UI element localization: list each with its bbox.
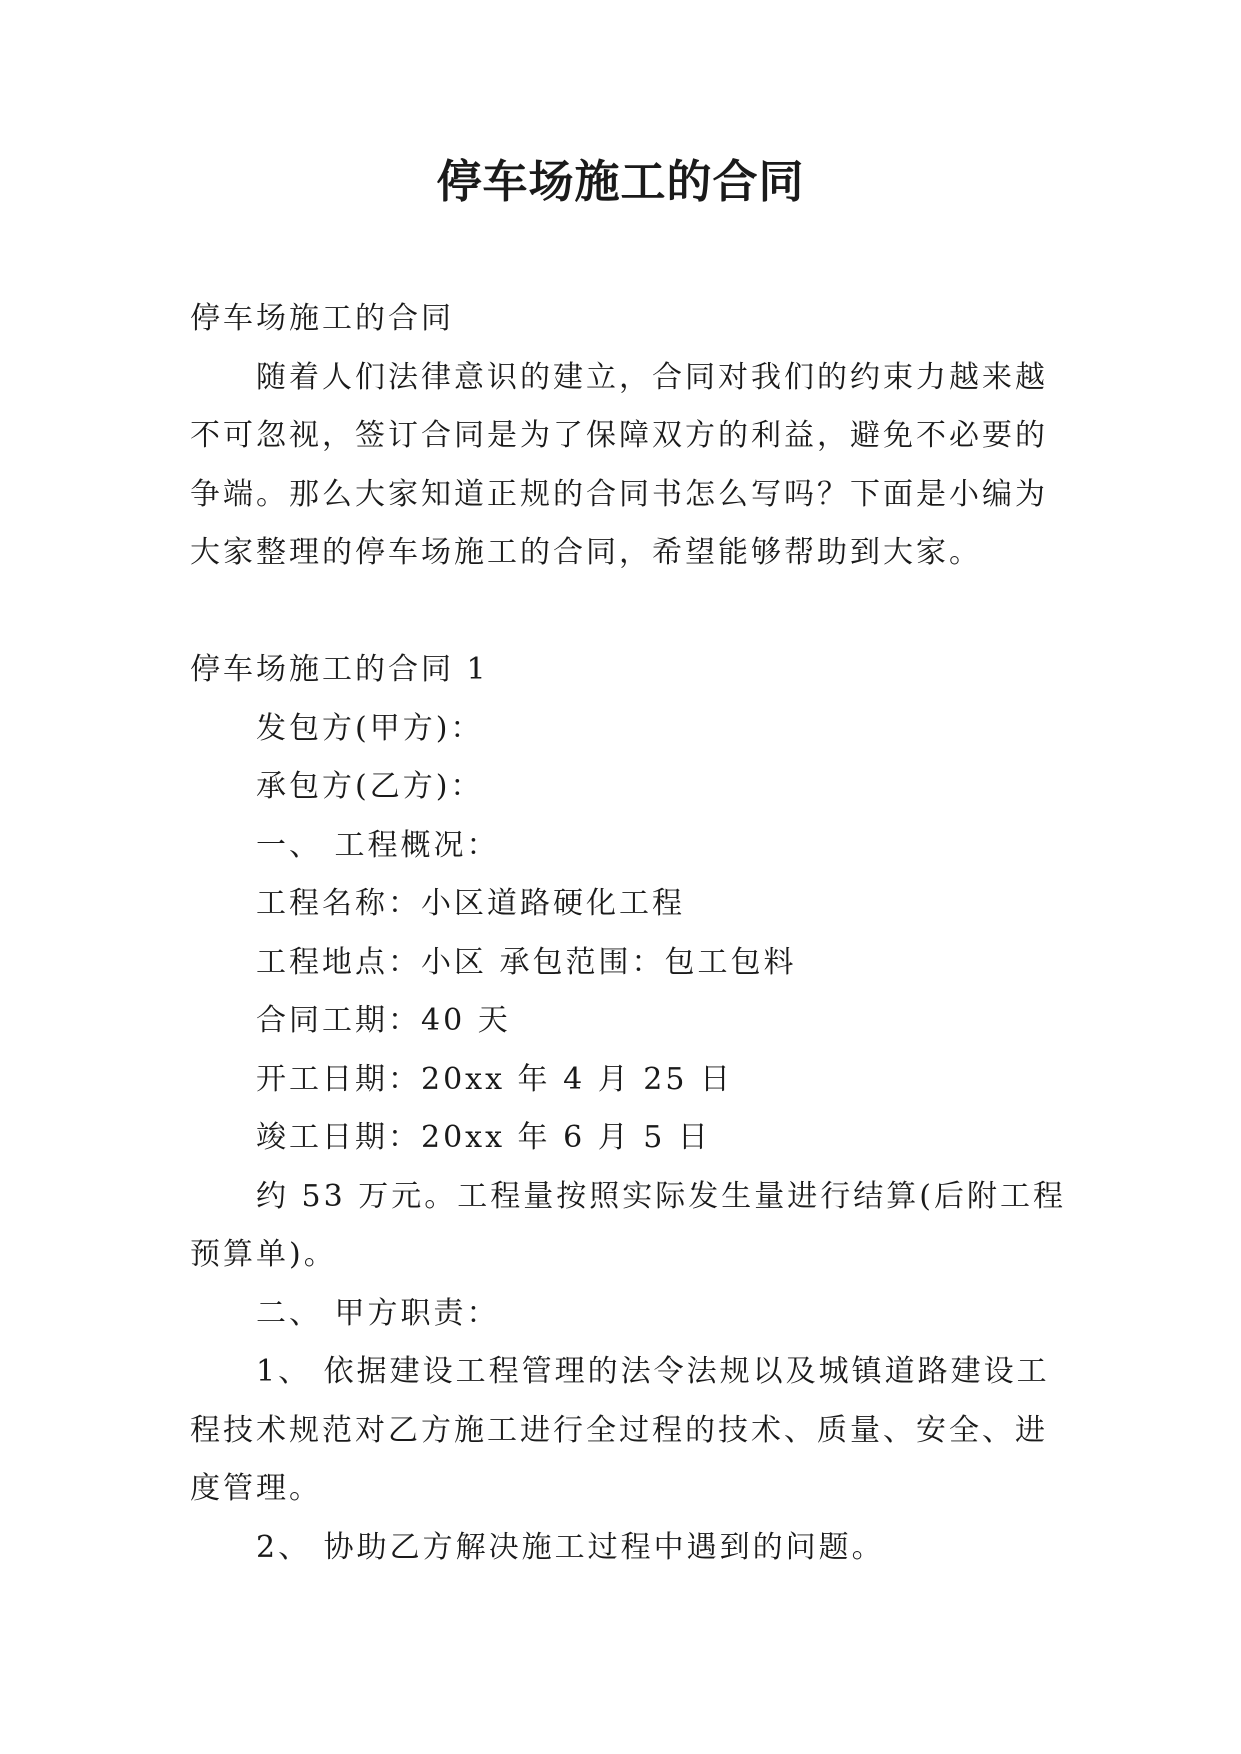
contract-period-line: 合同工期：40 天 [256, 1003, 511, 1038]
project-location-line: 工程地点：小区 承包范围：包工包料 [256, 944, 797, 980]
party-a-duties-heading: 二、 甲方职责： [256, 1295, 500, 1331]
contract-amount-paragraph: 约 53 万元。工程量按照实际发生量进行结算(后附工程预算单)。 [190, 1178, 1066, 1272]
intro-paragraph: 随着人们法律意识的建立，合同对我们的约束力越来越不可忽视，签订合同是为了保障双方的利益，避免不必要的争端。那么大家知道正规的合同书怎么写吗？下面是小编为大家整理的停车场施工的合同，希望能够帮助到大家。 [190, 359, 1048, 570]
paragraph-spacer [190, 583, 1070, 642]
start-date-line: 开工日期：20xx 年 4 月 25 日 [256, 1061, 733, 1097]
section-title: 停车场施工的合同 1 [190, 652, 489, 687]
party-b-line: 承包方(乙方)： [256, 769, 484, 804]
duty-item-1: 1、 依据建设工程管理的法令法规以及城镇道路建设工程技术规范对乙方施工进行全过程的技术、质量、安全、进度管理。 [190, 1354, 1050, 1506]
completion-date-line: 竣工日期：20xx 年 6 月 5 日 [256, 1120, 711, 1155]
party-a-line: 发包方(甲方)： [256, 710, 484, 746]
duty-item-2: 2、 协助乙方解决施工过程中遇到的问题。 [256, 1529, 885, 1565]
document-heading: 停车场施工的合同 [190, 301, 454, 336]
document-body [190, 290, 1070, 1577]
project-name-line: 工程名称：小区道路硬化工程 [256, 886, 685, 921]
project-overview-heading: 一、 工程概况： [256, 827, 500, 863]
document-title: 停车场施工的合同 [436, 155, 805, 208]
